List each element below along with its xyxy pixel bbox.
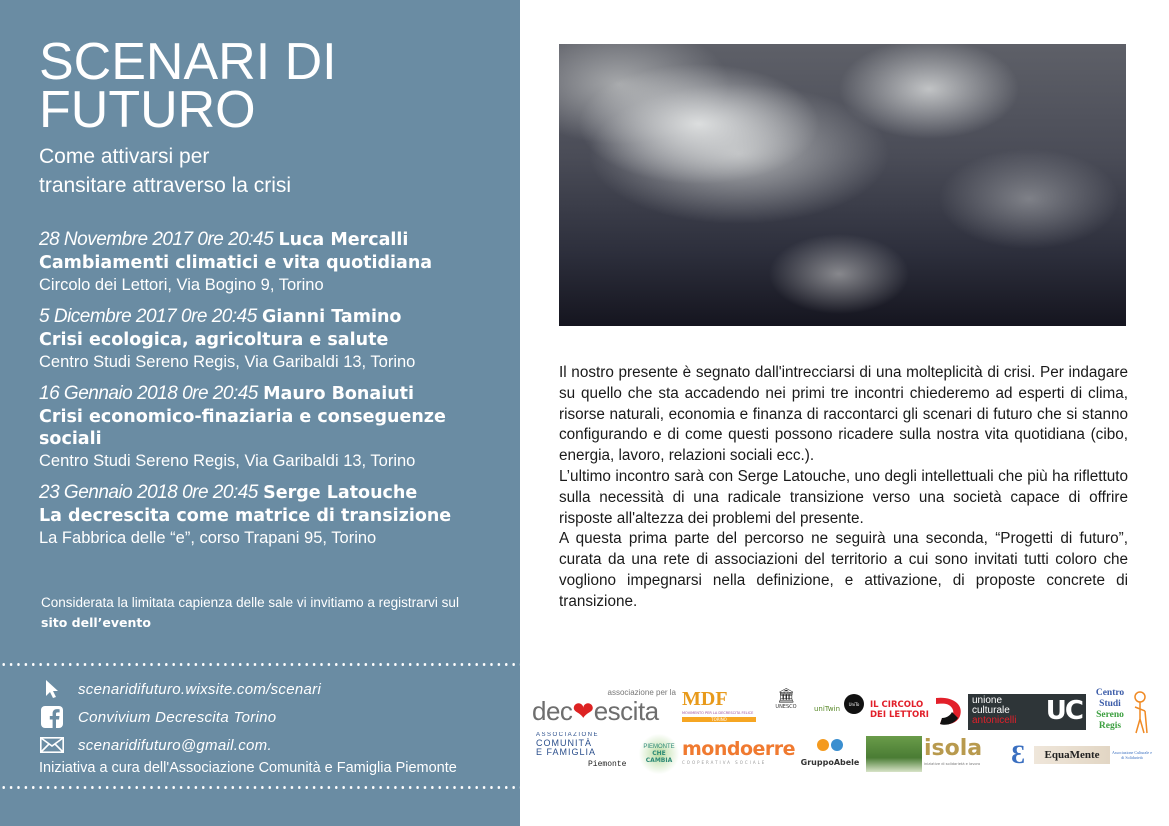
logo-equamente: EquaMente bbox=[1034, 746, 1110, 764]
event-item bbox=[39, 481, 509, 549]
logo-unesco: 🏛 UNESCO bbox=[766, 688, 806, 728]
logo-isola: isola iniziative di solidarietà e lavoro bbox=[924, 736, 983, 766]
logo-comunita-famiglia: ASSOCIAZIONE COMUNITÀ E FAMIGLIA Piemonte bbox=[536, 732, 627, 769]
description-paragraph: A questa prima parte del percorso ne seguirà una seconda, “Progetti di futuro”, curata da una rete di associazioni del territorio a cui sono invitati tutti coloro che vogliono impegnarsi nella definizione, e attivazione, di proposte concrete di transizione. bbox=[559, 530, 1128, 610]
event-date: 5 Dicembre 2017 0re 20:45 bbox=[39, 306, 257, 327]
event-item bbox=[39, 228, 509, 296]
title-line-2: FUTURO bbox=[39, 81, 256, 139]
event-speaker: Luca Mercalli bbox=[278, 230, 409, 250]
event-list bbox=[39, 228, 509, 558]
event-site-link[interactable]: sito dell’evento bbox=[41, 615, 151, 630]
description-paragraph: L’ultimo incontro sarà con Serge Latouche, uno degli intellettuali che più ha riflettuto sulla necessità di una radicale transizione verso una società capace di offrire risposte all'altezza dei problemi del presente. bbox=[559, 467, 1128, 527]
dotted-divider-bottom bbox=[0, 786, 520, 789]
event-place: Circolo dei Lettori, Via Bogino 9, Torino bbox=[39, 276, 324, 294]
event-speaker: Mauro Bonaiuti bbox=[263, 384, 415, 404]
event-topic: Cambiamenti climatici e vita quotidiana bbox=[39, 253, 433, 273]
website-url[interactable]: scenaridifuturo.wixsite.com/scenari bbox=[78, 680, 322, 698]
subtitle-line-2: transitare attraverso la crisi bbox=[39, 174, 292, 197]
logo-unitwin: uniTwin bbox=[813, 705, 841, 713]
logo-decrescita: associazione per la dec❤escita bbox=[532, 688, 676, 726]
logo-equamente-sub: Associazione Culturale e di Solidarietà bbox=[1112, 750, 1152, 760]
contact-facebook[interactable] bbox=[40, 703, 510, 731]
logo-piemonte-che-cambia: PIEMONTE CHE CAMBIA bbox=[638, 734, 680, 774]
title-line-1: SCENARI DI bbox=[39, 33, 337, 91]
envelope-icon bbox=[40, 734, 64, 756]
circolo-mark-icon bbox=[932, 694, 966, 728]
event-title bbox=[39, 33, 337, 139]
left-panel bbox=[0, 0, 520, 826]
event-topic: Crisi ecologica, agricoltura e salute bbox=[39, 330, 389, 350]
event-subtitle bbox=[39, 142, 291, 200]
event-date: 28 Novembre 2017 0re 20:45 bbox=[39, 229, 274, 250]
event-topic: Crisi economico-finaziaria e conseguenze sociali bbox=[39, 407, 446, 449]
equamente-ee-icon: Ɛ bbox=[1011, 740, 1025, 769]
logo-unione-culturale: unione culturale antonicelli UC bbox=[968, 694, 1086, 730]
abele-mark-icon bbox=[800, 732, 860, 758]
organizer-credit: Iniziativa a cura dell'Associazione Comunità e Famiglia Piemonte bbox=[39, 760, 457, 776]
facebook-icon bbox=[40, 706, 64, 728]
facebook-page[interactable]: Convivium Decrescita Torino bbox=[78, 708, 277, 726]
logo-mdf: MDF MOVIMENTO PER LA DECRESCITA FELICE TORINO bbox=[682, 688, 756, 732]
event-place: Centro Studi Sereno Regis, Via Garibaldi 13, Torino bbox=[39, 353, 416, 371]
description-paragraph: Il nostro presente è segnato dall'intrecciarsi di una molteplicità di crisi. Per indagare su quello che sta accadendo nei primi tre incontri chiederemo ad esperti di clima, risorse naturali, economia e finanza di raccontarci gli scenari di futuro che si stanno configurando e di come questi possono ricadere sulla nostra vita quotidiana (cibo, energia, lavoro, relazioni sociali ecc.). bbox=[559, 364, 1128, 465]
logo-gruppo-abele: GruppoAbele bbox=[800, 732, 860, 776]
logo-tree-photo bbox=[866, 736, 922, 772]
event-item bbox=[39, 305, 509, 373]
logo-mondoerre: mondoerre COOPERATIVA SOCIALE bbox=[682, 738, 796, 765]
logo-equamente-mark bbox=[1004, 738, 1032, 772]
event-date: 23 Gennaio 2018 0re 20:45 bbox=[39, 482, 258, 503]
cursor-arrow-icon bbox=[40, 678, 64, 700]
contact-website[interactable] bbox=[40, 675, 510, 703]
snail-heart-icon: ❤ bbox=[572, 696, 594, 726]
partner-logos bbox=[530, 686, 1160, 786]
event-place: La Fabbrica delle “e”, corso Trapani 95, Torino bbox=[39, 529, 377, 547]
contact-list bbox=[40, 675, 510, 759]
dotted-divider-top bbox=[0, 663, 520, 666]
subtitle-line-1: Come attivarsi per bbox=[39, 145, 210, 168]
gandhi-figure-icon bbox=[1130, 688, 1150, 736]
event-speaker: Serge Latouche bbox=[263, 483, 418, 503]
logo-sereno-regis: Centro Studi Sereno Regis bbox=[1095, 688, 1125, 731]
event-item bbox=[39, 382, 509, 472]
email-address[interactable]: scenaridifuturo@gmail.com. bbox=[78, 736, 272, 754]
unesco-temple-icon: 🏛 bbox=[777, 688, 795, 704]
logo-circolo-lettori: IL CIRCOLO DEI LETTORI bbox=[870, 700, 929, 720]
event-speaker: Gianni Tamino bbox=[262, 307, 402, 327]
event-place: Centro Studi Sereno Regis, Via Garibaldi 13, Torino bbox=[39, 452, 416, 470]
registration-note bbox=[41, 593, 461, 633]
event-date: 16 Gennaio 2018 0re 20:45 bbox=[39, 383, 258, 404]
description-text bbox=[559, 363, 1128, 613]
storm-clouds-photo bbox=[559, 44, 1126, 326]
logo-unito: UniTo bbox=[844, 694, 864, 714]
contact-email[interactable] bbox=[40, 731, 510, 759]
event-topic: La decrescita come matrice di transizione bbox=[39, 506, 452, 526]
registration-note-text: Considerata la limitata capienza delle sale vi invitiamo a registrarvi sul bbox=[41, 595, 459, 610]
